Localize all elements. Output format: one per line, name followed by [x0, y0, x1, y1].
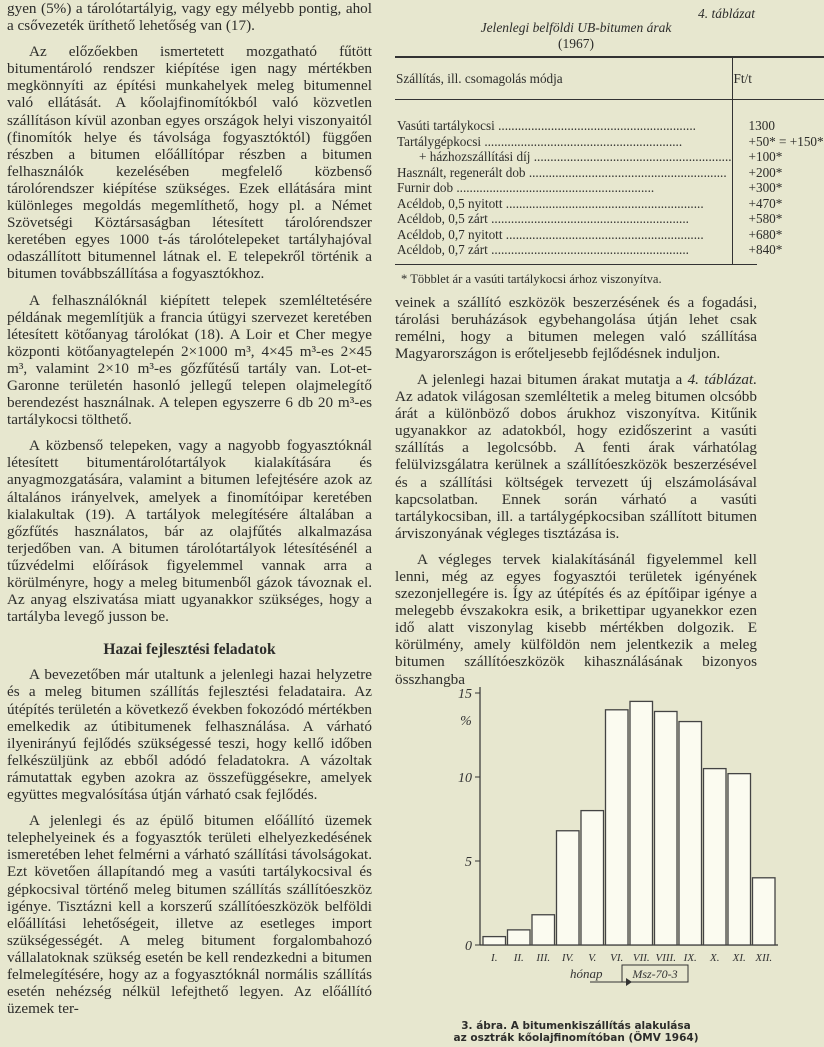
y-tick-label: 0: [465, 939, 472, 954]
x-tick-label: II.: [513, 952, 524, 964]
table-title: Jelenlegi belföldi UB-bitumen árak: [480, 20, 672, 35]
text-run: A jelenlegi hazai bitumen árakat mutatja a: [417, 370, 688, 388]
table-cell-value: +580*: [732, 211, 824, 227]
paragraph: A jelenlegi és az épülő bitumen előállító üzemek telephelyeinek és a fogyasztók területi elhelyezkedésének ismeretében lehet felmérni a várható szállítási távolságokat. Ezt követően állapítandó meg a vasúti tartálykocsival és gépkocsival történő meleg bitumen szállítás szállítóeszköz igénye. Tisztázni kell a korszerű szállítóeszközök belföldi előállítási lehetőségeit, illetve az esetleges import szükségességét. A meleg bitument forgalombahozó vállalatoknak szükség esetén be kell rendezkedni a bitumen felmelegítésére, hogy az a fogyasztóknál normális szállítás esetén nehézség nélkül lefejthető legyen. Az előállító üzemek ter-: [7, 812, 372, 1018]
right-text-column: [395, 0, 824, 688]
paragraph: [395, 371, 757, 542]
table-row: [395, 196, 824, 212]
x-tick-label: XI.: [732, 952, 746, 964]
table-cell-label: [395, 149, 732, 165]
x-tick-label: XII.: [755, 952, 773, 964]
table-footnote: * Többlet ár a vasúti tartálykocsi árhoz viszonyítva.: [395, 264, 757, 288]
table-row: [395, 134, 824, 150]
row-label: Acéldob, 0,7 zárt .....: [397, 242, 732, 258]
column-header: Ft/t: [732, 57, 824, 100]
paragraph: Az előzőekben ismertetett mozgatható fűtött bitumentároló rendszer kiépítése igen nagy mértékben megkönnyíti az építési munkahelyek meleg bitumennel való ellátását. A kőolajfinomítókból való közvetlen szállításon kívül azonban egyes országok helyi viszonyaitól (finomítók helye és távolsága fogyasztóktól) függően részben a bitumen előállítópar részben a bitumen felhasználók kezelésében megfelelő közbenső tárolórendszer kiépítése szükséges. Ezek ellátására mint különleges megoldás megemlíthető, hogy pl. a Német Szövetségi Köztársaságban létesített tárolórendszer keretében egyes 1000 t-ás tárolótelepeket tartályhajóval odaszállított bitumennel látnak el. E telepekről történik a bitumen továbbszállítása a fogyasztókhoz.: [7, 43, 372, 283]
row-label: Furnir dob .....: [397, 180, 732, 196]
x-tick-label: X.: [710, 952, 720, 964]
chart-svg: [395, 682, 773, 982]
table-row: [395, 227, 824, 243]
table-cell-value: +100*: [732, 149, 824, 165]
price-table: [395, 56, 824, 264]
table-cell-value: 1300: [732, 100, 824, 134]
x-tick-label: III.: [536, 952, 551, 964]
y-tick-label: 10: [458, 771, 472, 786]
x-tick-label: V.: [588, 952, 597, 964]
table-row: [395, 100, 824, 134]
paragraph: A végleges tervek kialakításánál figyelemmel kell lenni, még az egyes fogyasztói területek igényének szezonjellegére is. Így az útépítés és az építőipar igénye a melegebb évszakokra esik, a brikettipar ugyanekkor ezen idő alatt viszonylag kisebb mértékben dolgozik. E körülmény, amely külföldön nem jelentkezik a meleg bitumen szállítóeszközök kihasználásának bizonyos összhangba: [395, 550, 757, 688]
table-cell-label: [395, 242, 732, 264]
table-cell-label: [395, 196, 732, 212]
row-label: Acéldob, 0,5 zárt .....: [397, 211, 732, 227]
row-label: Acéldob, 0,5 nyitott .....: [397, 196, 732, 212]
chart-bar: [532, 915, 555, 945]
table-cell-value: +840*: [732, 242, 824, 264]
x-tick-label: VII.: [632, 952, 650, 964]
y-tick-label: 15: [458, 687, 472, 702]
table-cell-value: +300*: [732, 180, 824, 196]
row-label: + házhozszállítási díj .....: [419, 149, 732, 165]
table-reference: 4. táblázat.: [687, 370, 757, 388]
monthly-bitumen-chart: [395, 682, 773, 982]
x-tick-label: VIII.: [655, 952, 676, 964]
table-row: [395, 242, 824, 264]
paragraph: gyen (5%) a tárolótartályig, vagy egy mélyebb pontig, ahol a csővezeték üríthető lehetőség van (17).: [7, 0, 372, 35]
table-year: (1967): [558, 36, 594, 51]
chart-bar: [581, 811, 604, 945]
table-cell-label: [395, 227, 732, 243]
paragraph: veinek a szállító eszközök beszerzésének és a fogadási, tárolási beruházások egybehangolása útján lehet csak remélni, hogy a bitumen melegen való szállítása Magyarországon is erőteljesebb fejlődésnek induljon.: [395, 293, 757, 362]
figure-stamp: Msz-70-3: [632, 967, 678, 981]
chart-bar: [508, 930, 531, 945]
chart-bar: [679, 722, 702, 945]
x-tick-label: I.: [491, 952, 498, 964]
table-cell-label: [395, 100, 732, 134]
table-row: [395, 165, 824, 181]
paragraph: A felhasználóknál kiépített telepek szemléltetésére példának megemlítjük a francia útügyi szervezet keretében létesített kötőanyag tárolókat (18). A Loir et Cher megye központi kötőanyagtelepén 2×1000 m³, 4×45 m³-es 2×45 m³, valamint 2×10 m³-es gőzfűtésű tartály van. Lot-et-Garonne területén hasonló jellegű telepen olajmelegítő berendezést használnak. A telepen egyszerre 6 db 20 m³-es tartálykocsi tölthető.: [7, 291, 372, 429]
left-text-column: [7, 0, 372, 1017]
text-run: Az adatok világosan szemléltetik a meleg bitumen olcsóbb árát a különböző dobos árukhoz viszonyítva. Kitűnik ugyanakkor az adatokból, hogy ezidőszerint a vasúti szállítás a legolcsóbb. A fenti árak várhatólag felülvizsgálatra kerülnek a szállítóeszközök beszerzésével és a szállítási költségek tervezett új elszámolásával kapcsolatban. Ennek során várható a vasúti tartálykocsiban, ill. a tartálygépkocsiban szállított bitumen árviszonyának végleges tisztázása is.: [395, 388, 757, 542]
x-axis-label: hónap: [570, 966, 603, 981]
paragraph: A bevezetőben már utaltunk a jelenlegi hazai helyzetre és a meleg bitumen szállítás fejlesztési feladataira. Az útépítés területén a következő években fokozódó mértékben emelkedik az útibitumenek felhasználása. A várható ilyenirányú fejlődés szükségessé teszi, hogy kellő időben felkészüljünk az ebből adódó feladatokra. A vázoltak rámutattak egyben azokra az összefüggésekre, amelyek együttes megvalósítása útján várható csak fejlődés.: [7, 666, 372, 804]
column-header: Szállítás, ill. csomagolás módja: [395, 57, 732, 100]
chart-bar: [630, 701, 653, 945]
table-row: [395, 180, 824, 196]
chart-bar: [655, 711, 678, 945]
table-row: [395, 149, 824, 165]
table-cell-label: [395, 180, 732, 196]
x-tick-label: VI.: [610, 952, 624, 964]
table-cell-value: +680*: [732, 227, 824, 243]
table-cell-value: +470*: [732, 196, 824, 212]
chart-bar: [606, 710, 629, 945]
chart-bar: [753, 878, 776, 945]
table-number: 4. táblázat: [697, 6, 755, 21]
chart-bar: [557, 831, 580, 945]
table-cell-label: [395, 211, 732, 227]
row-label: Tartálygépkocsi .....: [397, 134, 732, 150]
chart-bar: [483, 937, 506, 945]
chart-bar: [728, 774, 751, 945]
section-heading: Hazai fejlesztési feladatok: [103, 641, 276, 659]
table-row: [395, 211, 824, 227]
table-cell-label: [395, 134, 732, 150]
y-axis-label: %: [460, 714, 472, 729]
table-cell-value: +200*: [732, 165, 824, 181]
row-label: Acéldob, 0,7 nyitott .....: [397, 227, 732, 243]
row-label: Vasúti tartálykocsi .....: [397, 118, 732, 134]
table-cell-value: +50* = +150*: [732, 134, 824, 150]
x-tick-label: IX.: [683, 952, 697, 964]
caption-line: az osztrák kőolajfinomítóban (ÖMV 1964): [453, 1032, 699, 1044]
x-tick-label: IV.: [561, 952, 574, 964]
y-tick-label: 5: [465, 855, 472, 870]
figure-caption: [395, 1020, 757, 1044]
paragraph: A közbenső telepeken, vagy a nagyobb fogyasztóknál létesített bitumentárolótartályok kialakítására és anyagmozgatására, valamint a bitumen lefejtésére azok az általános irányelvek, amelyek a finomítóipar keretében kialakultak (19). A tartályok melegítésére általában a gőzfűtés használatos, bár az olajfűtés alkalmazása terjedőben van. A bitumen tárolótartályok létesítésénél a tűzvédelmi előírások figyelemmel vannak arra a körülményre, hogy a meleg bitumenből gázok távoznak el. Az anyag elszivatása miatt ugyanakkor szükséges, hogy a tartályba levegő jusson be.: [7, 437, 372, 626]
chart-bar: [704, 769, 727, 945]
table-caption: [395, 0, 757, 56]
caption-line: 3. ábra. A bitumenkiszállítás alakulása: [461, 1020, 691, 1032]
row-label: Használt, regenerált dob .....: [397, 165, 732, 181]
table-cell-label: [395, 165, 732, 181]
